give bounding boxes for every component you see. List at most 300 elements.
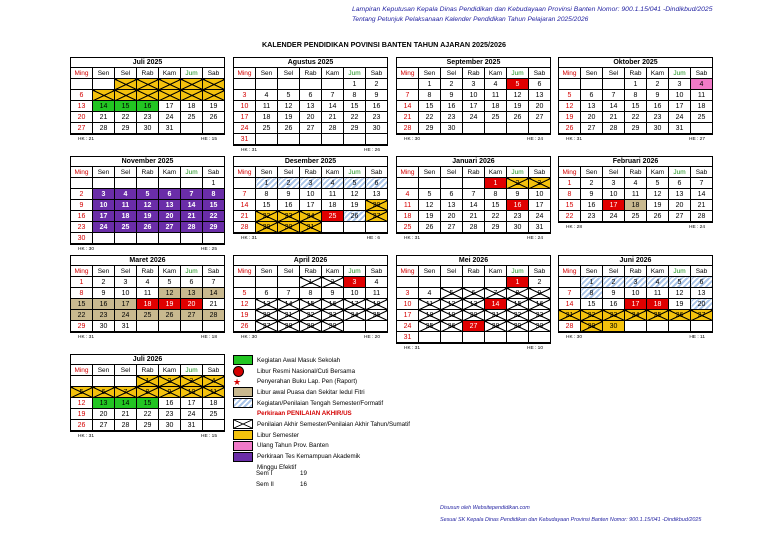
day-cell: 23 [366, 112, 388, 123]
day-header: Rab [300, 167, 322, 178]
day-cell: 27 [256, 321, 278, 332]
day-header: Rab [463, 266, 485, 277]
footer-credit: Disusun oleh Websitependidikan.com [440, 505, 530, 511]
legend-item [233, 441, 493, 452]
day-cell: 27 [691, 310, 713, 321]
day-cell: 16 [159, 398, 181, 409]
day-cell: 16 [647, 101, 669, 112]
day-cell: 9 [647, 90, 669, 101]
day-cell: 16 [278, 200, 300, 211]
day-cell: 28 [93, 123, 115, 134]
day-cell: 19 [203, 101, 225, 112]
day-cell: 11 [691, 90, 713, 101]
month-summary [70, 244, 225, 253]
day-cell: 30 [322, 321, 344, 332]
day-cell [322, 79, 344, 90]
day-cell [463, 178, 485, 189]
day-cell: 4 [322, 178, 344, 189]
day-cell: 8 [256, 189, 278, 200]
hari-kalender: HK : 30 [404, 137, 420, 142]
day-header: Kam [647, 68, 669, 79]
day-cell: 25 [115, 222, 137, 233]
day-cell [115, 233, 137, 244]
day-cell: 5 [159, 277, 181, 288]
day-cell [559, 277, 581, 288]
month-calendar [396, 255, 551, 352]
hari-kalender: HK : 31 [566, 137, 582, 142]
day-cell: 26 [441, 321, 463, 332]
day-header: Sel [603, 68, 625, 79]
day-header: Rab [625, 167, 647, 178]
day-cell: 19 [159, 299, 181, 310]
day-cell: 26 [203, 112, 225, 123]
month-summary [558, 222, 713, 231]
day-cell: 25 [419, 321, 441, 332]
day-cell: 30 [159, 420, 181, 431]
day-cell [137, 233, 159, 244]
day-cell: 17 [669, 101, 691, 112]
day-cell: 3 [300, 178, 322, 189]
day-cell: 4 [397, 189, 419, 200]
day-cell: 1 [203, 178, 225, 189]
day-cell: 10 [529, 189, 551, 200]
day-cell: 13 [669, 189, 691, 200]
hari-kalender: HK : 31 [78, 434, 94, 439]
day-cell: 24 [603, 211, 625, 222]
day-header: Sel [115, 266, 137, 277]
day-cell: 3 [181, 376, 203, 387]
day-cell: 3 [603, 178, 625, 189]
day-cell: 29 [419, 123, 441, 134]
hari-efektif: HE : 18 [201, 335, 217, 340]
month-calendar [558, 255, 713, 341]
day-cell: 3 [115, 277, 137, 288]
day-cell: 8 [344, 90, 366, 101]
day-cell: 7 [234, 189, 256, 200]
day-cell: 12 [71, 398, 93, 409]
day-header: Rab [300, 68, 322, 79]
day-cell: 29 [300, 321, 322, 332]
month-title: Oktober 2025 [559, 58, 713, 68]
day-cell: 21 [691, 200, 713, 211]
day-cell: 19 [441, 310, 463, 321]
day-header: Kam [159, 167, 181, 178]
day-cell: 4 [115, 189, 137, 200]
day-cell [344, 134, 366, 145]
hari-kalender: HK : 31 [241, 148, 257, 153]
day-header: Jum [669, 167, 691, 178]
day-cell: 2 [71, 189, 93, 200]
day-header: Rab [625, 266, 647, 277]
month-title: Juli 2026 [71, 355, 225, 365]
legend-swatch-icon [233, 452, 253, 462]
day-header: Sen [93, 266, 115, 277]
day-cell: 14 [115, 398, 137, 409]
day-header: Kam [159, 68, 181, 79]
day-cell: 15 [344, 101, 366, 112]
day-cell [603, 79, 625, 90]
day-cell: 17 [115, 299, 137, 310]
day-cell: 8 [485, 189, 507, 200]
day-cell: 29 [115, 123, 137, 134]
day-cell [419, 178, 441, 189]
day-cell: 2 [581, 178, 603, 189]
day-header: Sab [366, 68, 388, 79]
day-cell [203, 321, 225, 332]
month-title: Januari 2026 [397, 157, 551, 167]
day-cell: 30 [441, 123, 463, 134]
day-cell: 26 [559, 123, 581, 134]
day-header: Sen [419, 167, 441, 178]
day-cell [181, 79, 203, 90]
day-cell: 12 [137, 200, 159, 211]
day-cell [159, 233, 181, 244]
semester-row-1 [256, 470, 307, 481]
day-cell: 26 [419, 222, 441, 233]
day-cell: 29 [625, 123, 647, 134]
month-summary [70, 134, 225, 143]
hari-efektif: HE : 24 [689, 225, 705, 230]
day-header: Ming [234, 68, 256, 79]
day-cell: 27 [71, 123, 93, 134]
day-cell: 24 [159, 112, 181, 123]
day-cell: 16 [137, 101, 159, 112]
day-cell: 12 [441, 299, 463, 310]
day-header: Sel [115, 68, 137, 79]
day-cell: 28 [603, 123, 625, 134]
day-cell: 5 [344, 178, 366, 189]
day-cell: 26 [647, 211, 669, 222]
day-cell: 24 [669, 112, 691, 123]
day-header: Jum [181, 266, 203, 277]
day-cell: 4 [137, 277, 159, 288]
day-cell: 15 [507, 299, 529, 310]
day-cell: 3 [669, 79, 691, 90]
day-cell [71, 178, 93, 189]
day-header: Ming [234, 266, 256, 277]
legend-swatch-icon [233, 355, 253, 365]
day-cell [137, 178, 159, 189]
day-cell [234, 79, 256, 90]
day-cell: 22 [256, 211, 278, 222]
day-header: Sel [603, 167, 625, 178]
day-cell: 8 [71, 288, 93, 299]
day-header: Sel [441, 167, 463, 178]
header-line-1: Lampiran Keputusan Kepala Dinas Pendidikan dan Kebudayaan Provinsi Banten Nomor: 900.1.15/041 -Dindikbud/2025 [352, 6, 713, 13]
day-cell: 29 [71, 321, 93, 332]
day-cell: 21 [115, 409, 137, 420]
day-header: Sel [603, 266, 625, 277]
day-cell: 19 [71, 409, 93, 420]
day-cell: 29 [507, 321, 529, 332]
day-cell: 9 [581, 189, 603, 200]
day-cell: 21 [559, 310, 581, 321]
day-cell: 21 [463, 211, 485, 222]
day-cell: 2 [322, 277, 344, 288]
day-cell [71, 376, 93, 387]
day-cell: 25 [181, 112, 203, 123]
day-header: Sab [366, 266, 388, 277]
day-header: Sab [529, 266, 551, 277]
day-cell: 16 [71, 211, 93, 222]
day-cell [181, 233, 203, 244]
day-cell: 10 [93, 200, 115, 211]
semester-label: Sem II [256, 480, 274, 488]
day-cell: 6 [441, 189, 463, 200]
hari-kalender: HK : 30 [78, 247, 94, 252]
day-cell: 28 [485, 321, 507, 332]
day-cell [203, 123, 225, 134]
day-cell: 21 [93, 112, 115, 123]
month-summary [233, 145, 388, 154]
day-cell [93, 178, 115, 189]
day-cell: 15 [559, 200, 581, 211]
legend-swatch-icon [233, 430, 253, 440]
hari-efektif: HE : 11 [689, 335, 705, 340]
legend-swatch-icon [233, 387, 253, 397]
day-cell: 16 [603, 299, 625, 310]
day-cell: 27 [366, 211, 388, 222]
day-cell: 14 [485, 299, 507, 310]
hari-kalender: HK : 30 [566, 335, 582, 340]
day-header: Rab [137, 68, 159, 79]
day-header: Sab [203, 167, 225, 178]
day-cell: 9 [603, 288, 625, 299]
day-cell: 12 [647, 189, 669, 200]
semester-value: 16 [300, 480, 307, 488]
day-cell: 3 [463, 79, 485, 90]
day-header: Kam [485, 68, 507, 79]
month-title: November 2025 [71, 157, 225, 167]
day-cell: 30 [137, 123, 159, 134]
day-cell: 19 [419, 211, 441, 222]
day-cell: 24 [181, 409, 203, 420]
hari-efektif: HE : 6 [366, 236, 380, 241]
hari-efektif: HE : 26 [364, 148, 380, 153]
month-title: Februari 2026 [559, 157, 713, 167]
day-cell: 20 [529, 101, 551, 112]
month-summary [233, 332, 388, 341]
day-cell: 13 [366, 189, 388, 200]
legend-label: Kegiatan Awal Masuk Sekolah [257, 356, 341, 364]
day-cell: 1 [581, 277, 603, 288]
day-cell: 11 [256, 101, 278, 112]
day-header: Sab [691, 167, 713, 178]
day-cell: 13 [691, 288, 713, 299]
day-cell: 12 [559, 101, 581, 112]
day-header: Rab [137, 167, 159, 178]
day-header: Jum [344, 266, 366, 277]
day-cell: 22 [559, 211, 581, 222]
day-cell: 18 [625, 200, 647, 211]
day-cell: 31 [234, 134, 256, 145]
day-cell: 28 [203, 310, 225, 321]
footer-reference: Sesuai SK Kepala Dinas Pendidikan dan Kebudayaan Provinsi Banten Nomor: 900.1.15/041 -Dindikbud/2025 [440, 517, 702, 523]
month-title: Juli 2025 [71, 58, 225, 68]
day-cell: 8 [581, 288, 603, 299]
day-header: Jum [507, 266, 529, 277]
day-cell: 24 [344, 310, 366, 321]
hari-efektif: HE : 15 [201, 137, 217, 142]
day-cell: 26 [234, 321, 256, 332]
day-cell: 9 [159, 387, 181, 398]
month-summary [396, 233, 551, 242]
day-cell: 15 [581, 299, 603, 310]
day-header: Sen [256, 266, 278, 277]
day-cell: 18 [137, 299, 159, 310]
day-cell: 6 [300, 90, 322, 101]
day-cell: 15 [485, 200, 507, 211]
day-cell: 15 [625, 101, 647, 112]
day-cell: 11 [625, 189, 647, 200]
day-cell [256, 79, 278, 90]
legend-swatch-icon [233, 441, 253, 451]
legend-label: Penilaian Akhir Semester/Penilaian Akhir Tahun/Sumatif [257, 420, 410, 428]
day-header: Ming [397, 266, 419, 277]
day-cell: 29 [137, 420, 159, 431]
day-header: Rab [463, 167, 485, 178]
day-header: Sel [441, 68, 463, 79]
legend-label: Libur awal Puasa dan Sekitar Iedul Fitri [257, 388, 365, 396]
day-cell [115, 79, 137, 90]
day-cell: 7 [559, 288, 581, 299]
day-header: Jum [344, 68, 366, 79]
day-cell: 5 [507, 79, 529, 90]
day-cell: 29 [485, 222, 507, 233]
day-header: Sel [441, 266, 463, 277]
day-cell: 30 [603, 321, 625, 332]
day-cell: 29 [344, 123, 366, 134]
day-cell: 28 [278, 321, 300, 332]
legend [233, 355, 493, 473]
hari-efektif: HE : 27 [689, 137, 705, 142]
legend-item [233, 366, 493, 377]
hari-kalender: HK : 31 [404, 236, 420, 241]
day-cell: 28 [234, 222, 256, 233]
day-cell: 6 [581, 90, 603, 101]
day-cell [93, 79, 115, 90]
month-calendar [558, 156, 713, 231]
month-summary [396, 343, 551, 352]
day-header: Jum [507, 68, 529, 79]
hari-kalender: HK : 31 [78, 335, 94, 340]
day-cell: 12 [234, 299, 256, 310]
day-header: Ming [559, 266, 581, 277]
day-cell [485, 277, 507, 288]
day-cell: 11 [322, 189, 344, 200]
day-cell: 9 [366, 90, 388, 101]
day-cell [93, 376, 115, 387]
day-cell: 25 [485, 112, 507, 123]
day-cell [93, 90, 115, 101]
day-cell [234, 178, 256, 189]
day-cell: 26 [669, 310, 691, 321]
semester-value: 19 [300, 470, 307, 477]
day-cell: 8 [300, 288, 322, 299]
day-cell: 6 [93, 387, 115, 398]
day-cell: 18 [256, 112, 278, 123]
day-cell: 5 [234, 288, 256, 299]
day-cell: 25 [256, 123, 278, 134]
day-cell: 23 [93, 310, 115, 321]
day-cell: 12 [344, 189, 366, 200]
day-cell: 2 [159, 376, 181, 387]
day-cell: 25 [397, 222, 419, 233]
day-cell: 11 [137, 288, 159, 299]
day-cell: 20 [71, 112, 93, 123]
day-header: Sen [581, 68, 603, 79]
day-cell: 27 [529, 112, 551, 123]
day-cell: 9 [71, 200, 93, 211]
day-cell: 11 [366, 288, 388, 299]
day-header: Ming [71, 167, 93, 178]
month-calendar [70, 255, 225, 341]
day-cell: 6 [463, 288, 485, 299]
day-cell: 23 [159, 409, 181, 420]
day-cell: 8 [203, 189, 225, 200]
hari-efektif: HE : 25 [201, 247, 217, 252]
day-cell [485, 123, 507, 134]
day-header: Sel [115, 167, 137, 178]
month-title: Mei 2026 [397, 256, 551, 266]
day-cell: 28 [181, 222, 203, 233]
day-cell: 10 [397, 299, 419, 310]
day-cell: 1 [344, 79, 366, 90]
day-cell: 10 [234, 101, 256, 112]
day-cell: 24 [115, 310, 137, 321]
day-cell [441, 332, 463, 343]
day-header: Kam [647, 167, 669, 178]
day-cell: 12 [278, 101, 300, 112]
day-cell: 24 [625, 310, 647, 321]
day-cell: 31 [529, 222, 551, 233]
legend-item [233, 451, 493, 462]
day-cell: 3 [397, 288, 419, 299]
day-cell [344, 222, 366, 233]
day-cell: 22 [203, 211, 225, 222]
day-cell: 2 [93, 277, 115, 288]
day-cell [322, 222, 344, 233]
day-cell: 1 [485, 178, 507, 189]
day-cell: 12 [419, 200, 441, 211]
day-cell: 23 [71, 222, 93, 233]
day-header: Sab [529, 167, 551, 178]
day-cell: 22 [71, 310, 93, 321]
day-header: Jum [669, 68, 691, 79]
day-cell: 18 [647, 299, 669, 310]
day-header: Kam [647, 266, 669, 277]
day-cell [463, 123, 485, 134]
day-cell: 2 [647, 79, 669, 90]
day-cell: 15 [137, 398, 159, 409]
day-cell: 24 [234, 123, 256, 134]
day-cell: 23 [603, 310, 625, 321]
month-title: Maret 2026 [71, 256, 225, 266]
day-cell: 2 [441, 79, 463, 90]
day-cell: 3 [529, 178, 551, 189]
day-cell [278, 277, 300, 288]
month-summary [396, 134, 551, 143]
day-cell: 9 [441, 90, 463, 101]
day-header: Sab [203, 68, 225, 79]
day-cell: 26 [278, 123, 300, 134]
day-cell: 17 [159, 101, 181, 112]
day-cell: 2 [603, 277, 625, 288]
day-cell: 16 [441, 101, 463, 112]
day-header: Sen [93, 365, 115, 376]
day-cell: 17 [344, 299, 366, 310]
day-cell: 23 [322, 310, 344, 321]
